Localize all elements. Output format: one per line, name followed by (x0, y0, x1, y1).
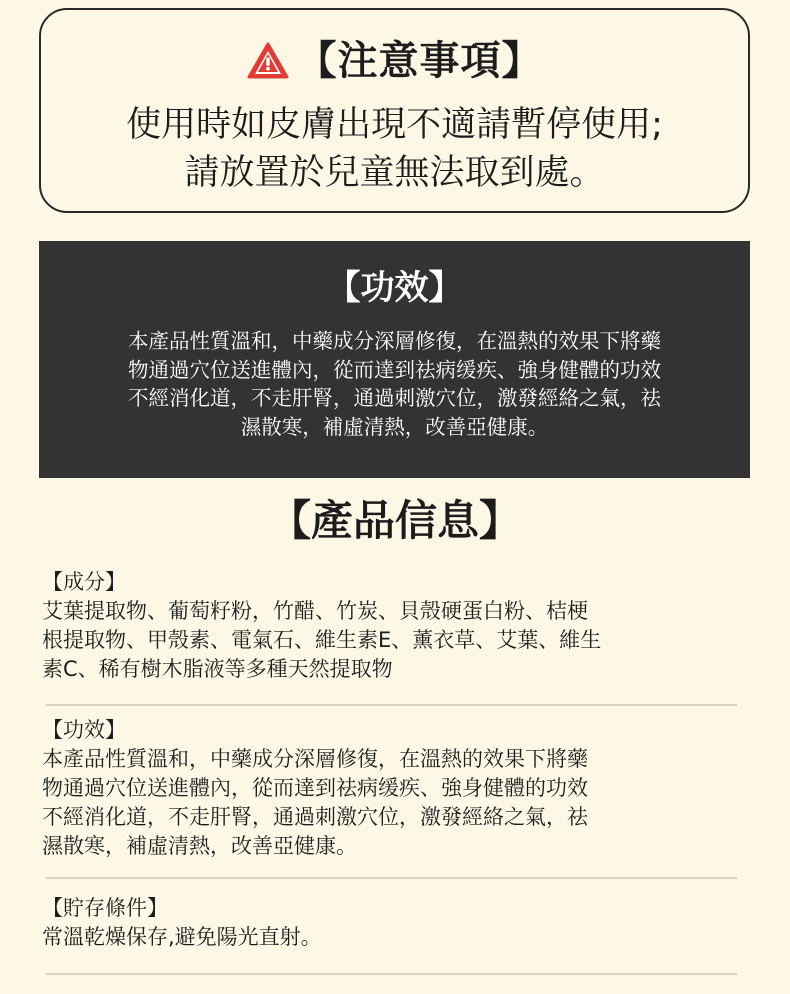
notice-header (41, 34, 748, 88)
efficacy-section (42, 716, 742, 861)
efficacy-panel-line: 物通過穴位送進體內，從而達到祛病缓疾、強身健體的功效 (128, 357, 661, 382)
efficacy-panel-line: 本產品性質溫和，中藥成分深層修復，在溫熱的效果下將藥 (128, 329, 661, 353)
efficacy-line: 不經消化道，不走肝腎，通過刺激穴位，激發經絡之氣，祛 (42, 805, 588, 829)
ingredients-text (42, 597, 742, 684)
ingredients-line: 根提取物、甲殼素、電氣石、維生素E、薰衣草、艾葉、維生 (42, 628, 602, 652)
section-divider (46, 704, 737, 706)
ingredients-section (42, 568, 742, 684)
notice-box (39, 8, 750, 213)
ingredients-line: 素C、稀有樹木脂液等多種天然提取物 (42, 657, 393, 681)
efficacy-panel-line: 不經消化道，不走肝腎，通過刺激穴位，激發經絡之氣，祛 (128, 386, 661, 410)
product-info-title: 【產品信息】 (268, 496, 521, 545)
efficacy-panel-text (39, 327, 750, 441)
efficacy-panel-title: 【功效】 (326, 268, 463, 308)
ingredients-line: 艾葉提取物、葡萄籽粉，竹醋、竹炭、貝殼硬蛋白粉、桔梗 (42, 599, 588, 623)
efficacy-line: 本產品性質溫和，中藥成分深層修復，在溫熱的效果下將藥 (42, 747, 588, 771)
efficacy-panel (39, 241, 750, 478)
storage-text (42, 923, 742, 952)
efficacy-label: 【功效】 (42, 718, 126, 742)
efficacy-panel-line: 濕散寒，補虛清熱，改善亞健康。 (240, 414, 549, 439)
section-divider (46, 877, 737, 879)
efficacy-line: 物通過穴位送進體內，從而達到祛病缓疾、強身健體的功效 (42, 776, 588, 800)
storage-label: 【貯存條件】 (42, 896, 168, 920)
ingredients-label: 【成分】 (42, 570, 126, 594)
efficacy-text (42, 745, 742, 861)
storage-section (42, 894, 742, 952)
notice-title: 【注意事項】 (296, 38, 543, 84)
storage-line: 常溫乾燥保存,避免陽光直射。 (42, 925, 322, 949)
warning-icon (247, 42, 289, 80)
notice-text-line: 使用時如皮膚出現不適請暫停使用; (126, 105, 663, 145)
section-divider (46, 973, 737, 975)
efficacy-line: 濕散寒，補虛清熱，改善亞健康。 (42, 834, 357, 858)
notice-text-line: 請放置於兒童無法取到處。 (184, 153, 605, 193)
